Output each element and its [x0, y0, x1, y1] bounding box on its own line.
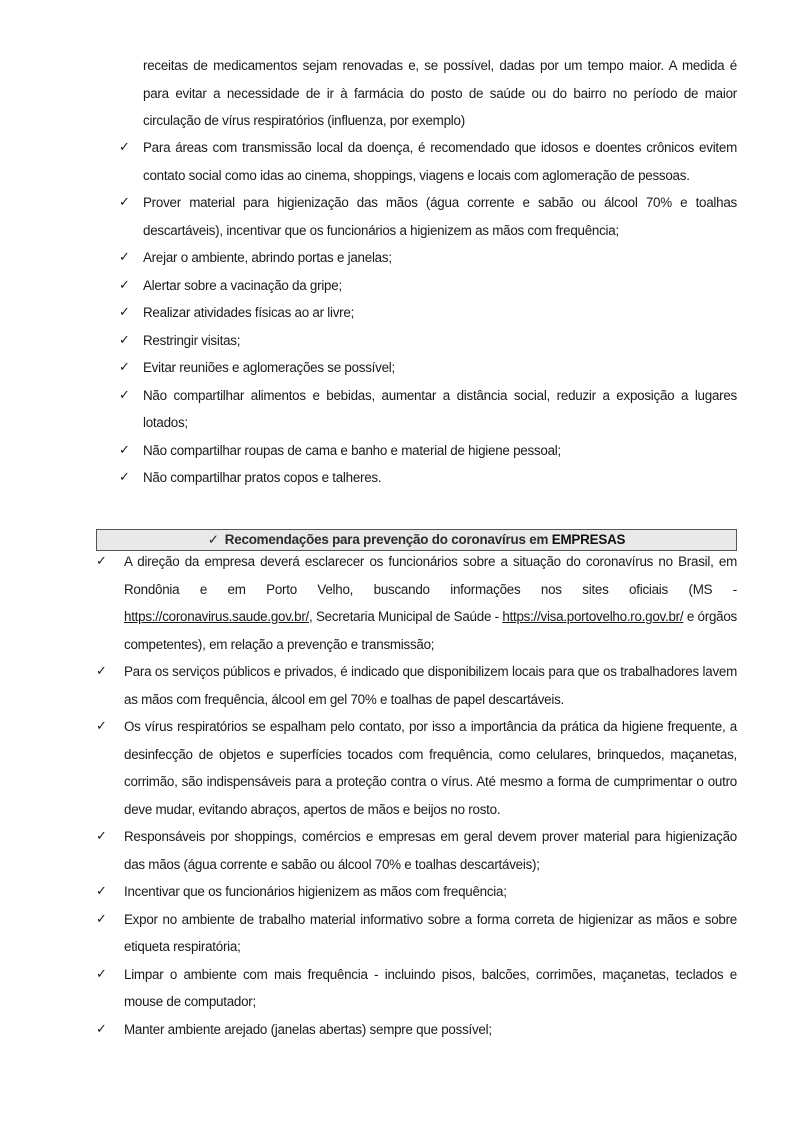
check-icon: ✓ — [96, 1021, 107, 1037]
list-item-text: Manter ambiente arejado (janelas abertas) sempre que possível; — [124, 1021, 492, 1037]
section-heading-emphasis: EMPRESAS — [551, 532, 626, 547]
list-item — [96, 1016, 737, 1044]
list-item — [119, 272, 737, 300]
list-item — [96, 823, 737, 878]
list-item-text: Para os serviços públicos e privados, é indicado que disponibilizem locais para que os trabalhadores lavem as mãos com frequência, álcool em gel 70% e toalhas de papel descartáveis. — [124, 664, 737, 707]
check-icon: ✓ — [96, 884, 107, 899]
list-item-text: Não compartilhar roupas de cama e banho e material de higiene pessoal; — [143, 442, 561, 458]
list-item — [96, 961, 737, 1016]
check-icon: ✓ — [119, 387, 130, 403]
list-item-text: Evitar reuniões e aglomerações se possível; — [143, 360, 395, 375]
list-item — [119, 354, 737, 382]
list-item-text: Alertar sobre a vacinação da gripe; — [143, 277, 342, 293]
check-icon: ✓ — [119, 250, 130, 265]
check-icon: ✓ — [119, 360, 130, 375]
check-icon: ✓ — [96, 554, 107, 569]
list-item-text: A direção da empresa deverá esclarecer os funcionários sobre a situação do coronavírus no Brasil, em Rondônia e em Porto Velho, buscando informações nos sites oficiais (MS - — [124, 554, 737, 597]
check-icon: ✓ — [96, 829, 107, 844]
list-item-text: Prover material para higienização das mãos (água corrente e sabão ou álcool 70% e toalhas descartáveis), incentivar que os funcionários a higienizem as mãos com frequência; — [143, 195, 737, 238]
list-item — [119, 189, 737, 244]
continuation-paragraph: receitas de medicamentos sejam renovadas e, se possível, dadas por um tempo maior. A medida é para evitar a necessidade de ir à farmácia do posto de saúde ou do bairro no período de maior circulação de vírus respiratórios (influenza, por exemplo) — [143, 58, 737, 128]
check-icon: ✓ — [96, 719, 107, 734]
municipal-health-link[interactable]: https://visa.portovelho.ro.gov.br/ — [502, 609, 684, 624]
check-icon: ✓ — [96, 664, 107, 679]
check-icon: ✓ — [119, 305, 130, 320]
list-item — [119, 464, 737, 492]
list-item — [96, 906, 737, 961]
list-item — [119, 382, 737, 437]
list-item-text: Restringir visitas; — [143, 332, 241, 348]
check-icon: ✓ — [96, 966, 107, 982]
list-item — [119, 244, 737, 272]
list-item-text: e órgãos competentes), em relação a prevenção e transmissão; — [124, 609, 737, 652]
list-item — [119, 134, 737, 189]
check-icon: ✓ — [119, 140, 130, 155]
check-icon: ✓ — [119, 195, 130, 210]
list-item — [96, 548, 737, 658]
check-icon: ✓ — [119, 442, 130, 458]
list-item — [96, 878, 737, 906]
list-item-text: Os vírus respiratórios se espalham pelo contato, por isso a importância da prática da higiene frequente, a desinfecção de objetos e superfícies tocados com frequência, como celulares, brinquedos, maçanetas, corrimão, são indispensáveis para a proteção contra o vírus. Até mesmo a forma de cumprimentar o outro deve mudar, evitando abraços, apertos de mãos e beijos no rosto. — [124, 719, 737, 817]
company-recommendations-list — [96, 548, 737, 1043]
list-item-text: , Secretaria Municipal de Saúde - — [309, 609, 503, 624]
list-item-text: Para áreas com transmissão local da doença, é recomendado que idosos e doentes crônicos evitem contato social como idas ao cinema, shoppings, viagens e locais com aglomeração de pessoas. — [143, 140, 737, 183]
list-item-text: Arejar o ambiente, abrindo portas e janelas; — [143, 250, 392, 265]
list-item-text: Expor no ambiente de trabalho material informativo sobre a forma correta de higienizar as mãos e sobre etiqueta respiratória; — [124, 911, 737, 954]
list-item — [119, 437, 737, 465]
general-recommendations-list — [119, 134, 737, 492]
check-icon: ✓ — [119, 277, 130, 293]
list-item-text: Realizar atividades físicas ao ar livre; — [143, 305, 355, 320]
list-item — [96, 658, 737, 713]
list-item — [119, 327, 737, 355]
list-item-text: Incentivar que os funcionários higienizem as mãos com frequência; — [124, 884, 507, 899]
list-item-text: Limpar o ambiente com mais frequência - incluindo pisos, balcões, corrimões, maçanetas, teclados e mouse de computador; — [124, 966, 737, 1009]
list-item-text: Não compartilhar alimentos e bebidas, aumentar a distância social, reduzir a exposição a lugares lotados; — [143, 387, 737, 430]
check-icon: ✓ — [119, 470, 130, 485]
check-icon: ✓ — [119, 332, 130, 348]
check-icon: ✓ — [207, 533, 219, 548]
check-icon: ✓ — [96, 911, 107, 927]
list-item-text: Responsáveis por shoppings, comércios e empresas em geral devem prover material para higienização das mãos (água corrente e sabão ou álcool 70% e toalhas descartáveis); — [124, 829, 737, 872]
ministry-health-link[interactable]: https://coronavirus.saude.gov.br/ — [124, 609, 310, 624]
list-item — [96, 713, 737, 823]
list-item-text: Não compartilhar pratos copos e talheres. — [143, 470, 382, 485]
section-heading-text: Recomendações para prevenção do coronavírus em — [224, 532, 552, 547]
list-item — [119, 299, 737, 327]
